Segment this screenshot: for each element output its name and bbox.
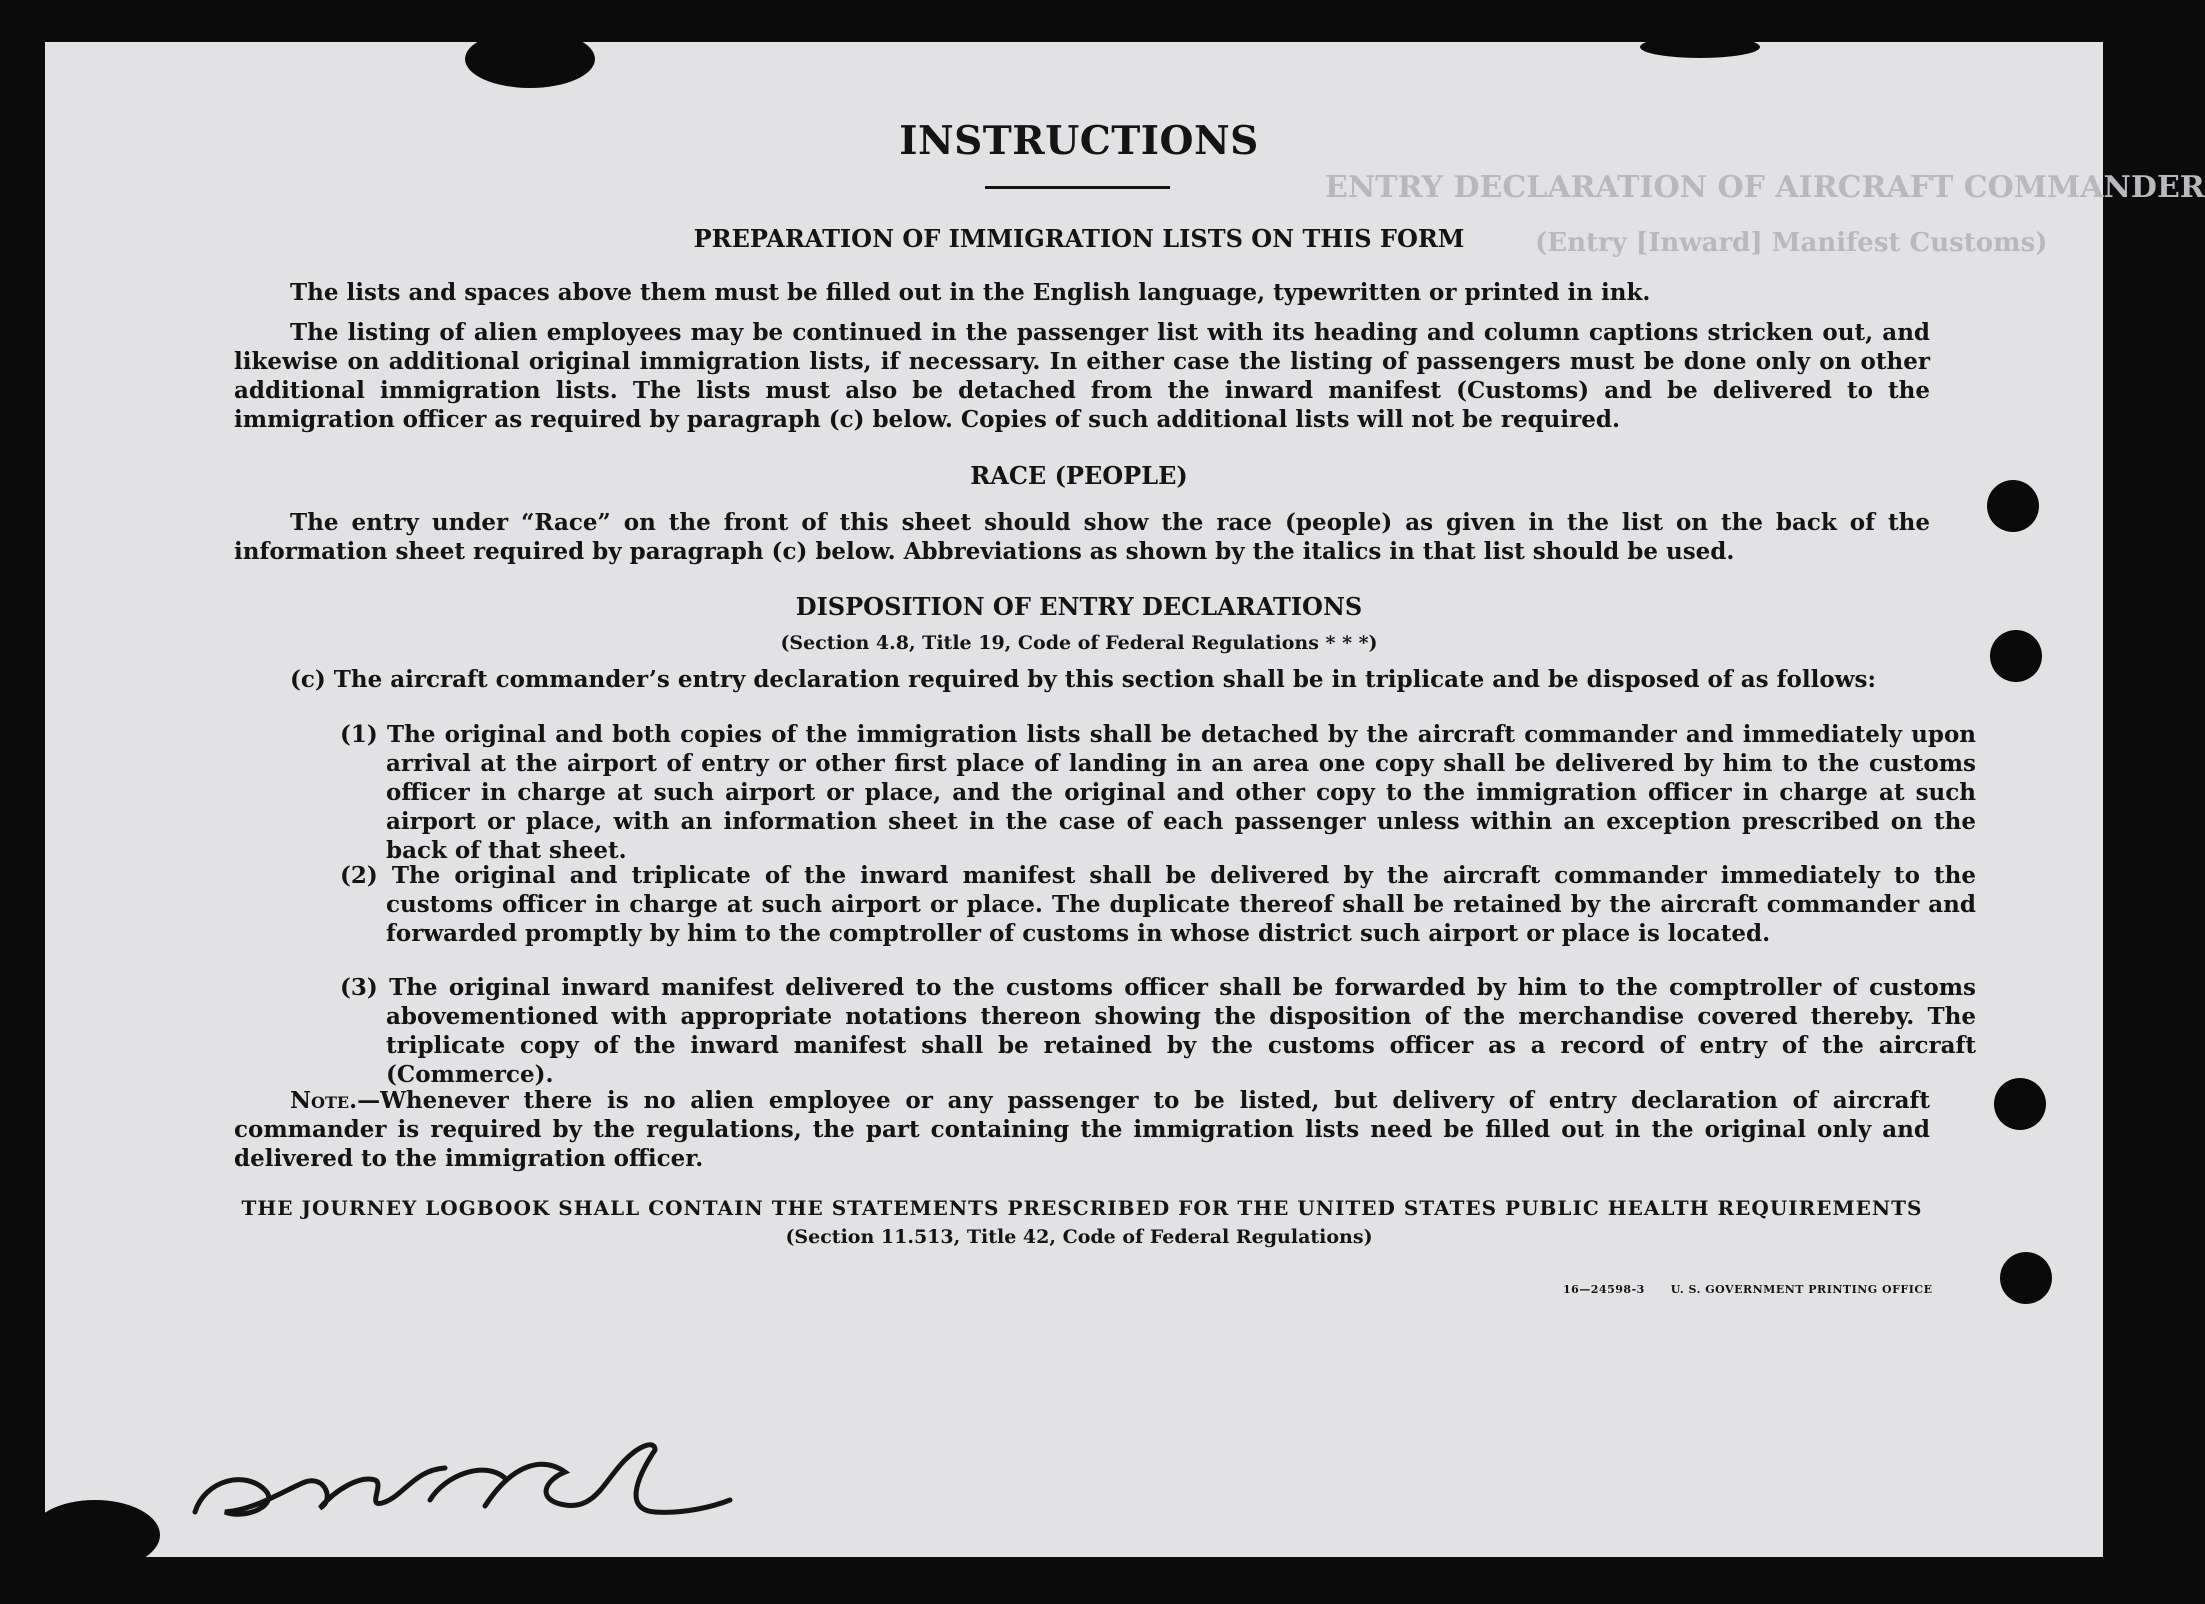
torn-edge [465, 30, 595, 88]
disposition-item-2: (2) The original and triplicate of the inward manifest shall be delivered by the aircraft commander immediately to the customs officer in charge at such airport or place. The duplicate thereof shall be retained by the aircraft commander and forwarded promptly by him to the comptroller of customs in whose district such airport or place is located. [340, 862, 1976, 947]
torn-edge [30, 1500, 160, 1570]
section-heading-race: RACE (PEOPLE) [970, 461, 1188, 490]
logbook-statement: THE JOURNEY LOGBOOK SHALL CONTAIN THE STATEMENTS PRESCRIBED FOR THE UNITED STATES PUBLIC HEALTH REQUIREMENTS [241, 1196, 1923, 1220]
preparation-paragraph-1: The lists and spaces above them must be filled out in the English language, typewritten or printed in ink. [290, 279, 1651, 306]
punch-hole [1994, 1078, 2046, 1130]
torn-edge [1640, 36, 1760, 58]
punch-hole [2000, 1252, 2052, 1304]
printing-office: U. S. GOVERNMENT PRINTING OFFICE [1670, 1283, 1933, 1296]
note-label: Note.— [290, 1087, 381, 1114]
disposition-item-1: (1) The original and both copies of the immigration lists shall be detached by the aircraft commander and immediately upon arrival at the airport of entry or other first place of landing in an area one copy shall be delivered by him to the customs officer in charge at such airport or place, and the original and other copy to the immigration officer in charge at such airport or place, with an information sheet in the case of each passenger unless within an exception prescribed on the back of that sheet. [340, 721, 1977, 864]
note-paragraph: Note.—Whenever there is no alien employee or any passenger to be listed, but delivery of entry declaration of aircraft commander is required by the regulations, the part containing the immigration lists need be filled out in the original only and delivered to the immigration officer. [234, 1087, 1930, 1172]
bleed-through-text: (Entry [Inward] Manifest Customs) [1535, 228, 2048, 258]
disposition-item-3: (3) The original inward manifest delivered to the customs officer shall be forwarded by him to the comptroller of customs abovementioned with appropriate notations thereon showing the disposition of the merchandise covered thereby. The triplicate copy of the inward manifest shall be retained by the customs officer as a record of entry of the aircraft (Commerce). [340, 974, 1976, 1088]
race-paragraph: The entry under “Race” on the front of this sheet should show the race (people) as given in the list on the back of the information sheet required by paragraph (c) below. Abbreviations as shown by the italics in that list should be used. [234, 509, 1930, 565]
form-number: 16—24598-3 [1563, 1283, 1645, 1296]
disposition-reference: (Section 4.8, Title 19, Code of Federal Regulations * * *) [780, 632, 1378, 654]
section-heading-preparation: PREPARATION OF IMMIGRATION LISTS ON THIS FORM [693, 224, 1465, 253]
page-title: INSTRUCTIONS [899, 118, 1259, 164]
section-heading-disposition: DISPOSITION OF ENTRY DECLARATIONS [795, 592, 1363, 621]
logbook-reference: (Section 11.513, Title 42, Code of Federal Regulations) [785, 1226, 1373, 1248]
handwritten-signature [185, 1420, 745, 1530]
printer-imprint [1563, 1283, 1959, 1296]
preparation-paragraph-2: The listing of alien employees may be continued in the passenger list with its heading and column captions stricken out, and likewise on additional original immigration lists, if necessary. In either case the listing of passengers must be done only on other additional immigration lists. The lists must also be detached from the inward manifest (Customs) and be delivered to the immigration officer as required by paragraph (c) below. Copies of such additional lists will not be required. [234, 319, 1930, 433]
disposition-intro: (c) The aircraft commander’s entry declaration required by this section shall be in triplicate and be disposed of as follows: [290, 666, 1876, 693]
title-divider [985, 186, 1170, 189]
bleed-through-text: ENTRY DECLARATION OF AIRCRAFT COMMANDER [1325, 170, 2205, 205]
